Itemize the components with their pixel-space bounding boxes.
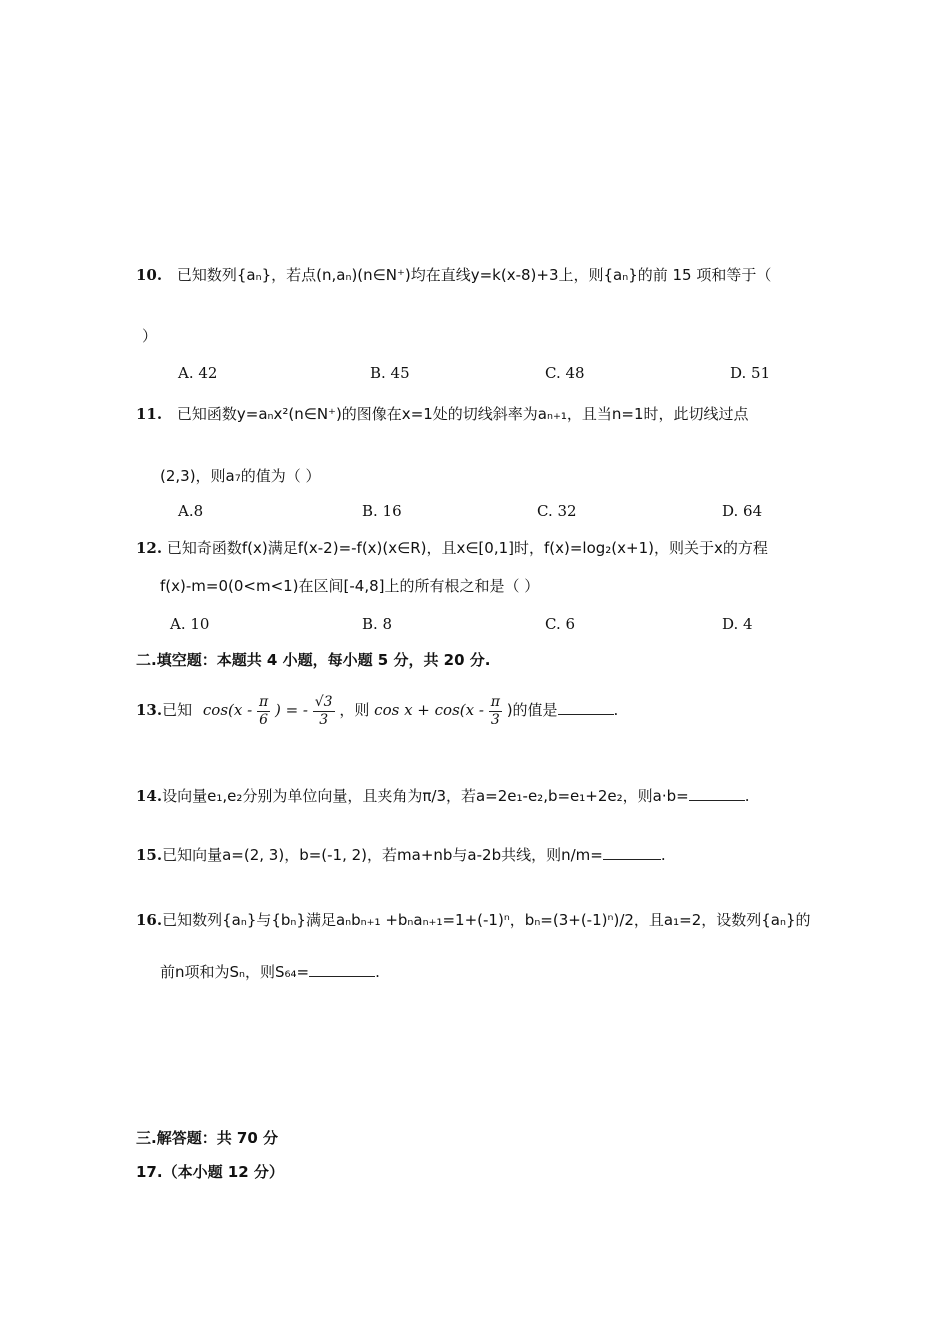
option-a: A. 10 [170,615,210,633]
question-17 [136,1162,284,1182]
question-text: ，则 [339,701,370,719]
option-b: B. 8 [362,615,393,633]
period: . [660,846,666,864]
question-number: 14. [136,787,163,805]
denominator: 6 [259,711,269,728]
period: . [375,963,380,981]
question-number: 12. [136,539,163,557]
section-heading: 二.填空题：本题共 4 小题，每小题 5 分，共 20 分. [136,651,491,669]
option-d: D. 64 [722,502,763,520]
question-15 [136,845,666,865]
option-c: C. 48 [545,364,585,382]
question-text: 设向量e₁,e₂分别为单位向量，且夹角为π/3，若a=2e₁-e₂,b=e₁+2e₂，则a·b= [162,787,689,805]
denominator: 3 [490,711,500,728]
question-text: )的值是 [506,701,558,719]
question-10 [136,265,771,285]
question-text: 已知数列{aₙ}，若点(n,aₙ)(n∈N⁺)均在直线y=k(x-8)+3上，则{aₙ}的前 15 项和等于（ [176,266,772,284]
math-expression [202,693,339,728]
cos-sum-term: cos x + cos(x - [374,701,484,719]
option-a: A.8 [178,502,204,520]
question-12 [136,538,768,558]
question-text: 已知 [162,701,193,719]
answer-blank [558,700,614,715]
question-13 [136,690,618,750]
question-number: 11. [136,405,163,423]
option-c: C. 32 [537,502,577,520]
period: . [613,701,619,719]
question-11 [136,404,749,424]
math-expression [374,693,507,728]
question-12-line2: f(x)-m=0(0<m<1)在区间[-4,8]上的所有根之和是（ ） [160,577,540,595]
question-text: 已知数列{aₙ}与{bₙ}满足aₙbₙ₊₁ +bₙaₙ₊₁=1+(-1)ⁿ，bₙ=(3+(-1)ⁿ)/2，且a₁=2，设数列{aₙ}的 [162,911,811,929]
period: . [744,787,750,805]
answer-blank [603,845,661,860]
section-heading: 三.解答题：共 70 分 [136,1129,279,1147]
question-16-line2 [160,962,380,982]
question-number: 13. [136,701,163,719]
equals-term: ) = - [274,701,308,719]
denominator: 3 [319,711,329,728]
question-number: 15. [136,846,163,864]
cos-term: cos(x - [202,701,253,719]
question-text: （本小题 12 分） [162,1163,284,1181]
option-d: D. 4 [722,615,753,633]
question-number: 17. [136,1163,163,1181]
question-10-close: ） [142,327,158,345]
numerator: π [490,693,500,710]
question-16 [136,910,811,930]
question-number: 10. [136,266,163,284]
question-11-line2: (2,3)，则a₇的值为（ ） [160,467,321,485]
option-b: B. 16 [362,502,402,520]
question-text: 已知函数y=aₙx²(n∈N⁺)的图像在x=1处的切线斜率为aₙ₊₁，且当n=1时，此切线过点 [176,405,749,423]
question-text: 已知奇函数f(x)满足f(x-2)=-f(x)(x∈R)，且x∈[0,1]时，f(x)=log₂(x+1)，则关于x的方程 [166,539,768,557]
question-number: 16. [136,911,163,929]
question-text: 前n项和为Sₙ，则S₆₄= [160,963,310,981]
fraction [257,694,270,729]
answer-blank [689,786,745,801]
answer-blank [309,962,375,977]
fraction [489,694,502,729]
option-d: D. 51 [730,364,771,382]
numerator: √3 [314,693,333,710]
option-c: C. 6 [545,615,576,633]
option-b: B. 45 [370,364,410,382]
option-a: A. 42 [178,364,218,382]
question-14 [136,786,749,806]
question-text: 已知向量a=(2, 3)，b=(-1, 2)，若ma+nb与a-2b共线，则n/m= [162,846,603,864]
fraction [313,694,335,729]
numerator: π [258,693,269,710]
